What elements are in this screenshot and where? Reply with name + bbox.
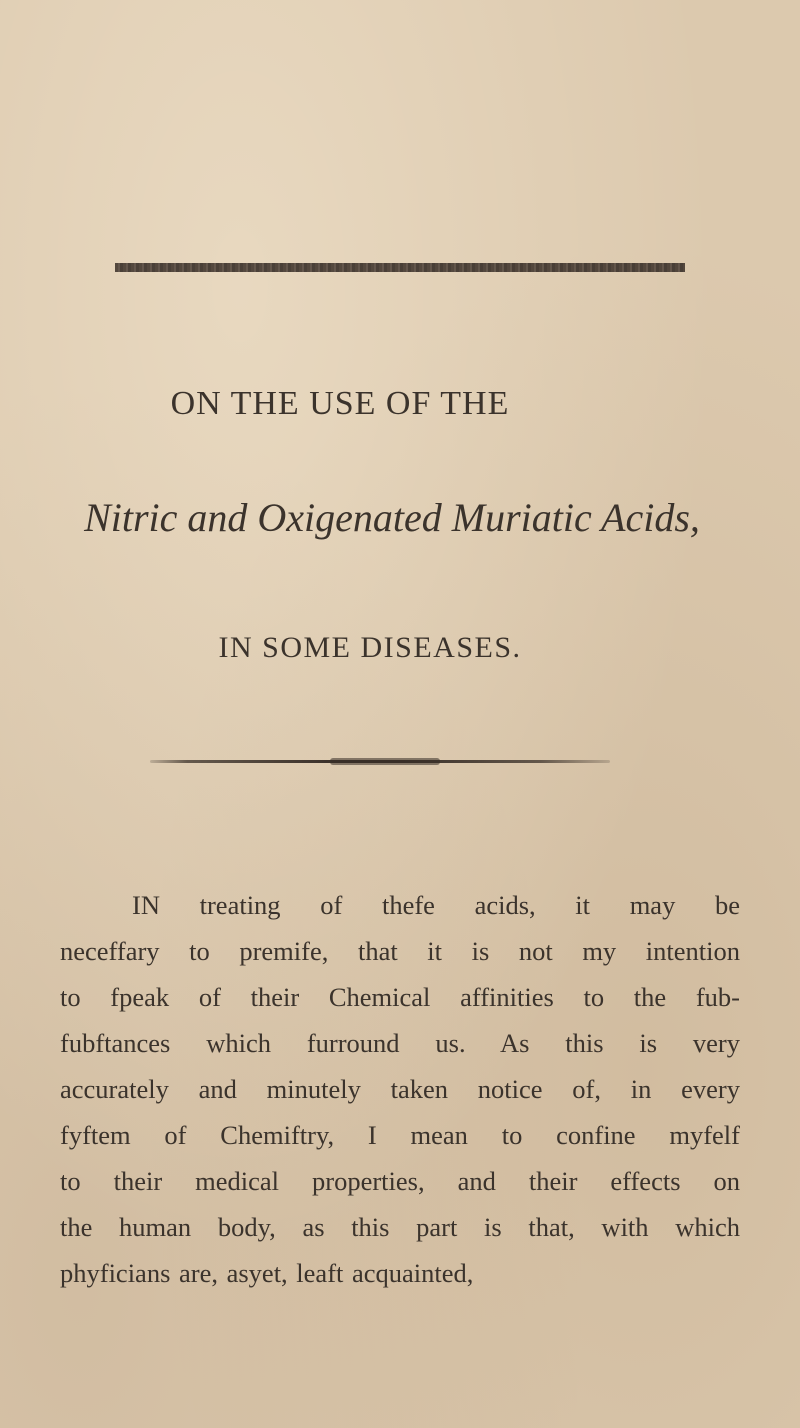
page-subtitle-secondary: IN SOME DISEASES. bbox=[218, 631, 522, 664]
body-line: neceffary to premife, that it is not my intention bbox=[60, 936, 740, 966]
page-subtitle: Nitric and Oxigenated Muriatic Acids, bbox=[84, 495, 700, 540]
body-paragraph bbox=[60, 882, 740, 1296]
body-line: fubftances which furround us. As this is very bbox=[60, 1028, 740, 1058]
body-line: the human body, as this part is that, with which bbox=[60, 1212, 740, 1242]
body-line: phyficians are, asyet, leaft acquainted, bbox=[60, 1258, 474, 1288]
body-line: accurately and minutely taken notice of, in every bbox=[60, 1074, 740, 1104]
divider-rule bbox=[150, 760, 610, 763]
body-line: IN treating of thefe acids, it may be bbox=[132, 890, 740, 920]
page-title: ON THE USE OF THE bbox=[170, 385, 510, 422]
body-line: to their medical properties, and their effects on bbox=[60, 1166, 740, 1196]
body-line: to fpeak of their Chemical affinities to the fub- bbox=[60, 982, 740, 1012]
body-line: fyftem of Chemiftry, I mean to confine myfelf bbox=[60, 1120, 740, 1150]
top-ornamental-rule bbox=[115, 263, 685, 272]
